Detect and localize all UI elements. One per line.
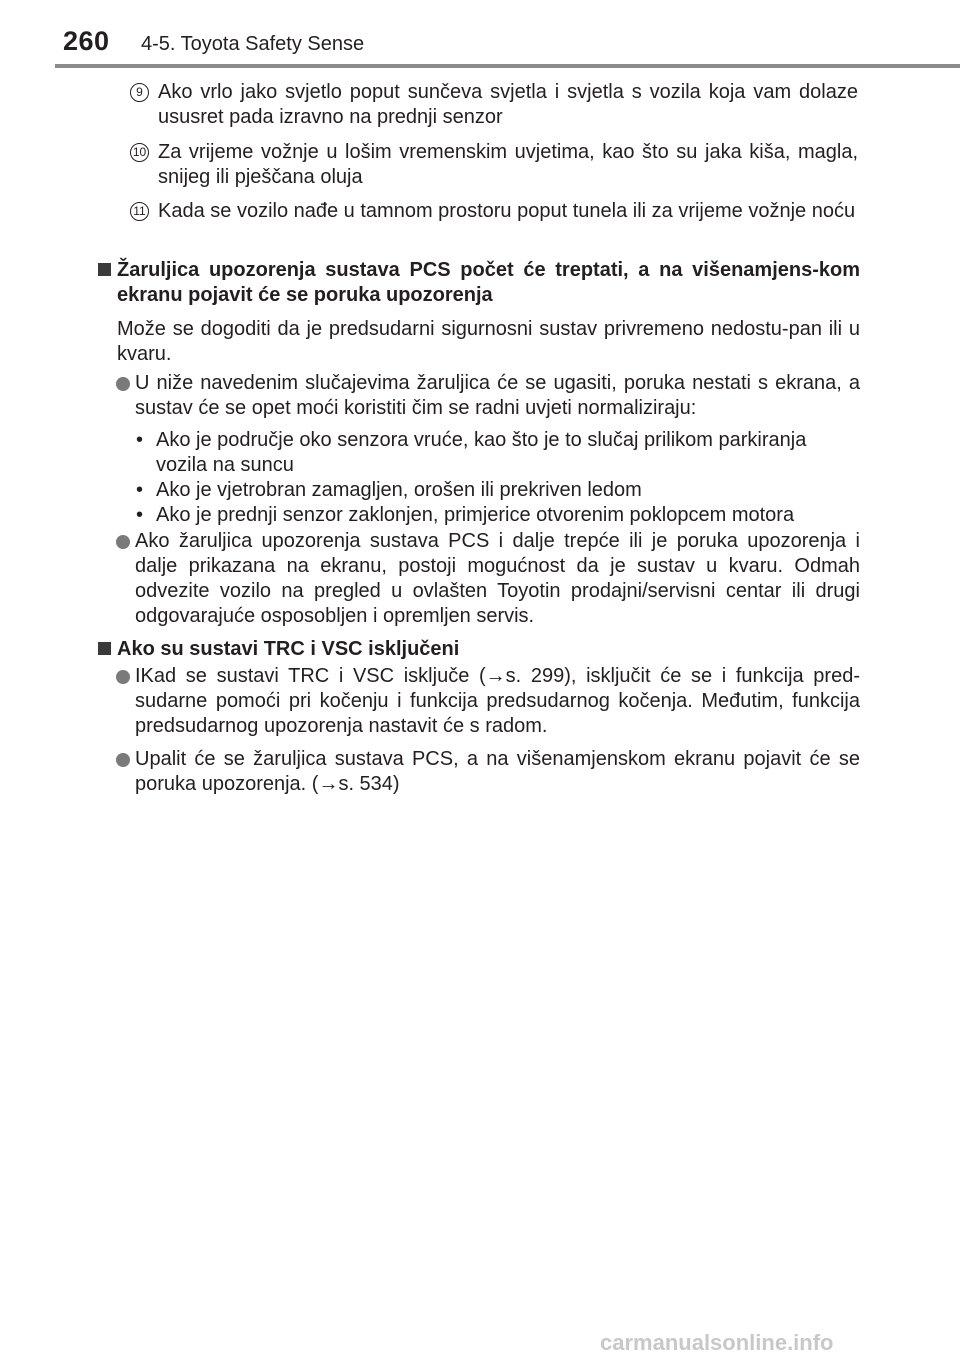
sub-bullet-text: Ako je prednji senzor zaklonjen, primjerice otvorenim poklopcem motora — [156, 504, 795, 526]
header-divider — [55, 64, 960, 68]
dot-bullet-text: Ako žaruljica upozorenja sustava PCS i dalje trepće ili je poruka upozorenja i dalje prikazana na ekranu, postoji mogućnost da je sustav u kvaru. Odmah odvezite vozilo na pregled u ovlašten Toyotin prodajni/servisni centar ili drugi odgovarajuće osposobljen i opremljen servis. — [135, 530, 860, 627]
dot-bullet-text: IKad se sustavi TRC i VSC isključe (→s. 299), isključit će se i funkcija pred-sudarne pomoći pri kočenju i funkcija predsudarnog kočenja. Međutim, funkcija predsudarnog upozorenja nastavit će s radom. — [135, 665, 860, 737]
bullet-marker: • — [136, 429, 144, 451]
dot-bullet-text: U niže navedenim slučajevima žaruljica će se ugasiti, poruka nestati s ekrana, a sustav će se opet moći koristiti čim se radni uvjeti normaliziraju: — [135, 372, 860, 419]
bullet-marker: • — [136, 479, 144, 501]
page-header — [0, 0, 960, 70]
section-heading-text: Žaruljica upozorenja sustava PCS počet će treptati, a na višenamjens-kom ekranu pojavit će se poruka upozorenja — [117, 259, 860, 306]
sub-bullet-text: Ako je područje oko senzora vruće, kao što je to slučaj prilikom parkiranja vozila na suncu — [156, 429, 807, 476]
sub-bullet-text: Ako je vjetrobran zamagljen, orošen ili prekriven ledom — [156, 479, 642, 501]
numbered-item-text: Ako vrlo jako svjetlo poput sunčeva svjetla i svjetla s vozila koja vam dolaze ususret pada izravno na prednji senzor — [158, 81, 858, 128]
circled-number-badge: 11 — [130, 202, 149, 221]
bullet-marker: • — [136, 504, 144, 526]
circle-bullet-icon — [116, 753, 130, 767]
page-number: 260 — [63, 26, 110, 56]
watermark: carmanualsonline.info — [600, 1330, 834, 1355]
square-bullet-icon — [98, 263, 111, 276]
circle-bullet-icon — [116, 535, 130, 549]
section-intro-paragraph: Može se dogoditi da je predsudarni sigurnosni sustav privremeno nedostu-pan ili u kvaru. — [117, 318, 860, 365]
square-bullet-icon — [98, 642, 111, 655]
section-title: 4-5. Toyota Safety Sense — [141, 33, 365, 55]
numbered-item-text: Za vrijeme vožnje u lošim vremenskim uvjetima, kao što su jaka kiša, magla, snijeg ili pješčana oluja — [158, 141, 858, 188]
circled-number-badge: 9 — [130, 83, 149, 102]
circled-number-badge: 10 — [130, 143, 149, 162]
section-heading-text: Ako su sustavi TRC i VSC isključeni — [117, 638, 460, 660]
circle-bullet-icon — [116, 670, 130, 684]
circle-bullet-icon — [116, 377, 130, 391]
dot-bullet-text: Upalit će se žaruljica sustava PCS, a na višenamjenskom ekranu pojavit će se poruka upozorenja. (→s. 534) — [135, 748, 860, 795]
numbered-item-text: Kada se vozilo nađe u tamnom prostoru poput tunela ili za vrijeme vožnje noću — [158, 200, 856, 222]
